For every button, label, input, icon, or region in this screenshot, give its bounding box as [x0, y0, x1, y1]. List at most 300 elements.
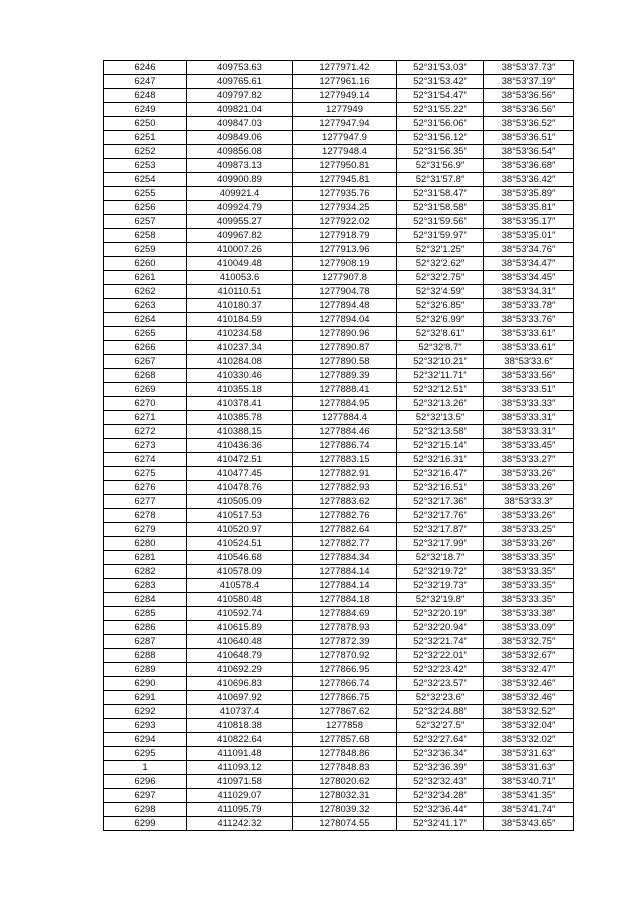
y-coordinate-cell: 1277848.86: [293, 747, 397, 761]
latitude-cell: 52°32′6.99″: [397, 313, 484, 327]
y-coordinate-cell: 1277882.77: [293, 537, 397, 551]
table-row: [104, 159, 574, 173]
x-coordinate-cell: 411095.79: [187, 803, 293, 817]
point-number-cell: 6261: [104, 271, 187, 285]
longitude-cell: 38°53′34.76″: [484, 243, 574, 257]
point-number-cell: 6264: [104, 313, 187, 327]
table-row: [104, 649, 574, 663]
longitude-cell: 38°53′32.52″: [484, 705, 574, 719]
table-row: [104, 229, 574, 243]
longitude-cell: 38°53′32.04″: [484, 719, 574, 733]
latitude-cell: 52°32′23.6″: [397, 691, 484, 705]
latitude-cell: 52°31′56.9″: [397, 159, 484, 173]
x-coordinate-cell: 410546.68: [187, 551, 293, 565]
longitude-cell: 38°53′43.65″: [484, 817, 574, 831]
point-number-cell: 6280: [104, 537, 187, 551]
point-number-cell: 6295: [104, 747, 187, 761]
point-number-cell: 6291: [104, 691, 187, 705]
longitude-cell: 38°53′33.76″: [484, 313, 574, 327]
y-coordinate-cell: 1277949.14: [293, 89, 397, 103]
point-number-cell: 6298: [104, 803, 187, 817]
x-coordinate-cell: 410615.89: [187, 621, 293, 635]
y-coordinate-cell: 1277857.68: [293, 733, 397, 747]
y-coordinate-cell: 1277945.81: [293, 173, 397, 187]
point-number-cell: 6281: [104, 551, 187, 565]
point-number-cell: 6296: [104, 775, 187, 789]
x-coordinate-cell: 409967.82: [187, 229, 293, 243]
x-coordinate-cell: 411093.12: [187, 761, 293, 775]
y-coordinate-cell: 1278020.62: [293, 775, 397, 789]
table-row: [104, 677, 574, 691]
latitude-cell: 52°32′36.34″: [397, 747, 484, 761]
latitude-cell: 52°32′20.94″: [397, 621, 484, 635]
x-coordinate-cell: 410355.18: [187, 383, 293, 397]
point-number-cell: 6251: [104, 131, 187, 145]
y-coordinate-cell: 1278074.55: [293, 817, 397, 831]
latitude-cell: 52°31′58.47″: [397, 187, 484, 201]
point-number-cell: 6271: [104, 411, 187, 425]
latitude-cell: 52°31′56.06″: [397, 117, 484, 131]
x-coordinate-cell: 409900.89: [187, 173, 293, 187]
latitude-cell: 52°32′18.7″: [397, 551, 484, 565]
x-coordinate-cell: 410737.4: [187, 705, 293, 719]
y-coordinate-cell: 1277947.9: [293, 131, 397, 145]
x-coordinate-cell: 411029.07: [187, 789, 293, 803]
longitude-cell: 38°53′33.61″: [484, 327, 574, 341]
x-coordinate-cell: 410180.37: [187, 299, 293, 313]
table-row: [104, 187, 574, 201]
latitude-cell: 52°31′55.22″: [397, 103, 484, 117]
point-number-cell: 6284: [104, 593, 187, 607]
x-coordinate-cell: 410053.6: [187, 271, 293, 285]
longitude-cell: 38°53′35.89″: [484, 187, 574, 201]
y-coordinate-cell: 1278039.32: [293, 803, 397, 817]
y-coordinate-cell: 1277890.96: [293, 327, 397, 341]
x-coordinate-cell: 409955.27: [187, 215, 293, 229]
table-row: [104, 145, 574, 159]
point-number-cell: 6268: [104, 369, 187, 383]
point-number-cell: 6248: [104, 89, 187, 103]
y-coordinate-cell: 1277882.91: [293, 467, 397, 481]
latitude-cell: 52°32′8.61″: [397, 327, 484, 341]
latitude-cell: 52°32′27.64″: [397, 733, 484, 747]
longitude-cell: 38°53′37.73″: [484, 61, 574, 75]
point-number-cell: 6292: [104, 705, 187, 719]
point-number-cell: 6256: [104, 201, 187, 215]
table-row: [104, 397, 574, 411]
latitude-cell: 52°32′23.57″: [397, 677, 484, 691]
x-coordinate-cell: 410697.92: [187, 691, 293, 705]
point-number-cell: 6247: [104, 75, 187, 89]
latitude-cell: 52°31′58.58″: [397, 201, 484, 215]
point-number-cell: 6255: [104, 187, 187, 201]
table-row: [104, 565, 574, 579]
table-row: [104, 579, 574, 593]
table-row: [104, 481, 574, 495]
y-coordinate-cell: 1277884.34: [293, 551, 397, 565]
x-coordinate-cell: 410007.26: [187, 243, 293, 257]
table-row: [104, 411, 574, 425]
y-coordinate-cell: 1277866.75: [293, 691, 397, 705]
longitude-cell: 38°53′33.33″: [484, 397, 574, 411]
point-number-cell: 6290: [104, 677, 187, 691]
table-row: [104, 719, 574, 733]
y-coordinate-cell: 1277884.46: [293, 425, 397, 439]
coordinates-table-body: [104, 61, 574, 831]
longitude-cell: 38°53′36.51″: [484, 131, 574, 145]
x-coordinate-cell: 410049.48: [187, 257, 293, 271]
x-coordinate-cell: 410378.41: [187, 397, 293, 411]
longitude-cell: 38°53′32.47″: [484, 663, 574, 677]
longitude-cell: 38°53′33.3″: [484, 495, 574, 509]
point-number-cell: 6272: [104, 425, 187, 439]
x-coordinate-cell: 411091.48: [187, 747, 293, 761]
y-coordinate-cell: 1277886.74: [293, 439, 397, 453]
latitude-cell: 52°32′32.43″: [397, 775, 484, 789]
y-coordinate-cell: 1277882.64: [293, 523, 397, 537]
table-row: [104, 285, 574, 299]
longitude-cell: 38°53′33.31″: [484, 411, 574, 425]
y-coordinate-cell: 1277922.02: [293, 215, 397, 229]
x-coordinate-cell: 410472.51: [187, 453, 293, 467]
longitude-cell: 38°53′33.26″: [484, 537, 574, 551]
x-coordinate-cell: 410388.15: [187, 425, 293, 439]
latitude-cell: 52°31′53.03″: [397, 61, 484, 75]
x-coordinate-cell: 410592.74: [187, 607, 293, 621]
latitude-cell: 52°32′8.7″: [397, 341, 484, 355]
x-coordinate-cell: 410520.97: [187, 523, 293, 537]
latitude-cell: 52°32′6.85″: [397, 299, 484, 313]
point-number-cell: 6259: [104, 243, 187, 257]
latitude-cell: 52°32′27.5″: [397, 719, 484, 733]
point-number-cell: 6279: [104, 523, 187, 537]
x-coordinate-cell: 410477.45: [187, 467, 293, 481]
point-number-cell: 6266: [104, 341, 187, 355]
point-number-cell: 6254: [104, 173, 187, 187]
x-coordinate-cell: 409797.82: [187, 89, 293, 103]
x-coordinate-cell: 410580.48: [187, 593, 293, 607]
latitude-cell: 52°31′54.47″: [397, 89, 484, 103]
point-number-cell: 6282: [104, 565, 187, 579]
table-row: [104, 61, 574, 75]
point-number-cell: 6287: [104, 635, 187, 649]
x-coordinate-cell: 410385.78: [187, 411, 293, 425]
y-coordinate-cell: 1277894.04: [293, 313, 397, 327]
x-coordinate-cell: 409856.08: [187, 145, 293, 159]
y-coordinate-cell: 1277918.79: [293, 229, 397, 243]
x-coordinate-cell: 410237.34: [187, 341, 293, 355]
point-number-cell: 6260: [104, 257, 187, 271]
point-number-cell: 6288: [104, 649, 187, 663]
point-number-cell: 6262: [104, 285, 187, 299]
x-coordinate-cell: 410284.08: [187, 355, 293, 369]
y-coordinate-cell: 1277961.16: [293, 75, 397, 89]
table-row: [104, 495, 574, 509]
longitude-cell: 38°53′33.09″: [484, 621, 574, 635]
point-number-cell: 6285: [104, 607, 187, 621]
y-coordinate-cell: 1277884.14: [293, 579, 397, 593]
table-row: [104, 75, 574, 89]
table-row: [104, 271, 574, 285]
table-row: [104, 635, 574, 649]
y-coordinate-cell: 1277949: [293, 103, 397, 117]
longitude-cell: 38°53′36.54″: [484, 145, 574, 159]
longitude-cell: 38°53′35.01″: [484, 229, 574, 243]
x-coordinate-cell: 410110.51: [187, 285, 293, 299]
latitude-cell: 52°32′12.51″: [397, 383, 484, 397]
latitude-cell: 52°32′19.73″: [397, 579, 484, 593]
x-coordinate-cell: 410696.83: [187, 677, 293, 691]
point-number-cell: 6297: [104, 789, 187, 803]
x-coordinate-cell: 410517.53: [187, 509, 293, 523]
x-coordinate-cell: 410505.09: [187, 495, 293, 509]
y-coordinate-cell: 1277872.39: [293, 635, 397, 649]
point-number-cell: 6263: [104, 299, 187, 313]
y-coordinate-cell: 1277934.25: [293, 201, 397, 215]
table-row: [104, 341, 574, 355]
table-row: [104, 733, 574, 747]
table-row: [104, 509, 574, 523]
longitude-cell: 38°53′36.68″: [484, 159, 574, 173]
table-row: [104, 439, 574, 453]
x-coordinate-cell: 410234.58: [187, 327, 293, 341]
table-row: [104, 453, 574, 467]
longitude-cell: 38°53′33.26″: [484, 509, 574, 523]
longitude-cell: 38°53′33.38″: [484, 607, 574, 621]
latitude-cell: 52°32′19.8″: [397, 593, 484, 607]
point-number-cell: 6299: [104, 817, 187, 831]
table-row: [104, 789, 574, 803]
y-coordinate-cell: 1277882.93: [293, 481, 397, 495]
y-coordinate-cell: 1277883.62: [293, 495, 397, 509]
y-coordinate-cell: 1277884.69: [293, 607, 397, 621]
latitude-cell: 52°32′2.62″: [397, 257, 484, 271]
y-coordinate-cell: 1277913.96: [293, 243, 397, 257]
point-number-cell: 6267: [104, 355, 187, 369]
latitude-cell: 52°32′21.74″: [397, 635, 484, 649]
point-number-cell: 6252: [104, 145, 187, 159]
x-coordinate-cell: 409765.61: [187, 75, 293, 89]
y-coordinate-cell: 1277888.41: [293, 383, 397, 397]
latitude-cell: 52°32′17.99″: [397, 537, 484, 551]
point-number-cell: 6274: [104, 453, 187, 467]
y-coordinate-cell: 1277882.76: [293, 509, 397, 523]
x-coordinate-cell: 410822.64: [187, 733, 293, 747]
table-row: [104, 663, 574, 677]
longitude-cell: 38°53′36.56″: [484, 103, 574, 117]
latitude-cell: 52°32′13.5″: [397, 411, 484, 425]
y-coordinate-cell: 1277867.62: [293, 705, 397, 719]
longitude-cell: 38°53′33.6″: [484, 355, 574, 369]
longitude-cell: 38°53′32.67″: [484, 649, 574, 663]
table-row: [104, 523, 574, 537]
x-coordinate-cell: 409921.4: [187, 187, 293, 201]
longitude-cell: 38°53′35.81″: [484, 201, 574, 215]
latitude-cell: 52°32′17.36″: [397, 495, 484, 509]
point-number-cell: 6286: [104, 621, 187, 635]
table-row: [104, 117, 574, 131]
x-coordinate-cell: 409753.63: [187, 61, 293, 75]
x-coordinate-cell: 409849.06: [187, 131, 293, 145]
longitude-cell: 38°53′32.75″: [484, 635, 574, 649]
longitude-cell: 38°53′36.42″: [484, 173, 574, 187]
table-row: [104, 215, 574, 229]
x-coordinate-cell: 410478.76: [187, 481, 293, 495]
y-coordinate-cell: 1277947.94: [293, 117, 397, 131]
table-row: [104, 551, 574, 565]
y-coordinate-cell: 1278032.31: [293, 789, 397, 803]
latitude-cell: 52°31′59.56″: [397, 215, 484, 229]
latitude-cell: 52°32′11.71″: [397, 369, 484, 383]
y-coordinate-cell: 1277878.93: [293, 621, 397, 635]
point-number-cell: 6265: [104, 327, 187, 341]
latitude-cell: 52°31′59.97″: [397, 229, 484, 243]
y-coordinate-cell: 1277948.4: [293, 145, 397, 159]
longitude-cell: 38°53′33.27″: [484, 453, 574, 467]
table-row: [104, 817, 574, 831]
latitude-cell: 52°32′41.17″: [397, 817, 484, 831]
y-coordinate-cell: 1277950.81: [293, 159, 397, 173]
x-coordinate-cell: 409847.03: [187, 117, 293, 131]
y-coordinate-cell: 1277971.42: [293, 61, 397, 75]
y-coordinate-cell: 1277884.95: [293, 397, 397, 411]
latitude-cell: 52°31′56.35″: [397, 145, 484, 159]
point-number-cell: 6257: [104, 215, 187, 229]
y-coordinate-cell: 1277907.8: [293, 271, 397, 285]
x-coordinate-cell: 410692.29: [187, 663, 293, 677]
point-number-cell: 6293: [104, 719, 187, 733]
point-number-cell: 6276: [104, 481, 187, 495]
latitude-cell: 52°31′57.8″: [397, 173, 484, 187]
table-row: [104, 775, 574, 789]
x-coordinate-cell: 411242.32: [187, 817, 293, 831]
table-row: [104, 313, 574, 327]
point-number-cell: 6249: [104, 103, 187, 117]
latitude-cell: 52°32′13.26″: [397, 397, 484, 411]
x-coordinate-cell: 410436.36: [187, 439, 293, 453]
x-coordinate-cell: 410578.4: [187, 579, 293, 593]
y-coordinate-cell: 1277884.4: [293, 411, 397, 425]
y-coordinate-cell: 1277908.19: [293, 257, 397, 271]
table-row: [104, 425, 574, 439]
y-coordinate-cell: 1277866.74: [293, 677, 397, 691]
longitude-cell: 38°53′34.45″: [484, 271, 574, 285]
table-row: [104, 607, 574, 621]
latitude-cell: 52°32′22.01″: [397, 649, 484, 663]
point-number-cell: 6278: [104, 509, 187, 523]
table-row: [104, 299, 574, 313]
point-number-cell: 6273: [104, 439, 187, 453]
table-row: [104, 327, 574, 341]
longitude-cell: 38°53′33.26″: [484, 467, 574, 481]
longitude-cell: 38°53′33.31″: [484, 425, 574, 439]
x-coordinate-cell: 409924.79: [187, 201, 293, 215]
coordinates-table: [103, 60, 574, 831]
table-row: [104, 355, 574, 369]
table-row: [104, 383, 574, 397]
longitude-cell: 38°53′33.51″: [484, 383, 574, 397]
longitude-cell: 38°53′33.26″: [484, 481, 574, 495]
longitude-cell: 38°53′36.52″: [484, 117, 574, 131]
table-row: [104, 803, 574, 817]
y-coordinate-cell: 1277848.83: [293, 761, 397, 775]
y-coordinate-cell: 1277884.18: [293, 593, 397, 607]
latitude-cell: 52°32′19.72″: [397, 565, 484, 579]
table-row: [104, 89, 574, 103]
table-row: [104, 761, 574, 775]
point-number-cell: 6270: [104, 397, 187, 411]
y-coordinate-cell: 1277890.58: [293, 355, 397, 369]
longitude-cell: 38°53′33.78″: [484, 299, 574, 313]
latitude-cell: 52°32′17.87″: [397, 523, 484, 537]
table-row: [104, 201, 574, 215]
table-row: [104, 467, 574, 481]
longitude-cell: 38°53′40.71″: [484, 775, 574, 789]
x-coordinate-cell: 410818.38: [187, 719, 293, 733]
x-coordinate-cell: 409873.13: [187, 159, 293, 173]
longitude-cell: 38°53′33.56″: [484, 369, 574, 383]
point-number-cell: 6253: [104, 159, 187, 173]
latitude-cell: 52°32′2.75″: [397, 271, 484, 285]
y-coordinate-cell: 1277858: [293, 719, 397, 733]
y-coordinate-cell: 1277890.87: [293, 341, 397, 355]
table-row: [104, 257, 574, 271]
y-coordinate-cell: 1277904.78: [293, 285, 397, 299]
longitude-cell: 38°53′32.46″: [484, 677, 574, 691]
latitude-cell: 52°32′24.88″: [397, 705, 484, 719]
point-number-cell: 6246: [104, 61, 187, 75]
table-row: [104, 369, 574, 383]
longitude-cell: 38°53′33.35″: [484, 579, 574, 593]
point-number-cell: 6258: [104, 229, 187, 243]
longitude-cell: 38°53′35.17″: [484, 215, 574, 229]
latitude-cell: 52°32′20.19″: [397, 607, 484, 621]
latitude-cell: 52°31′53.42″: [397, 75, 484, 89]
y-coordinate-cell: 1277870.92: [293, 649, 397, 663]
latitude-cell: 52°32′13.58″: [397, 425, 484, 439]
longitude-cell: 38°53′33.25″: [484, 523, 574, 537]
table-row: [104, 593, 574, 607]
longitude-cell: 38°53′31.63″: [484, 747, 574, 761]
longitude-cell: 38°53′34.31″: [484, 285, 574, 299]
point-number-cell: 6277: [104, 495, 187, 509]
x-coordinate-cell: 410578.09: [187, 565, 293, 579]
latitude-cell: 52°32′23.42″: [397, 663, 484, 677]
latitude-cell: 52°32′1.25″: [397, 243, 484, 257]
latitude-cell: 52°32′36.44″: [397, 803, 484, 817]
table-row: [104, 537, 574, 551]
table-row: [104, 747, 574, 761]
y-coordinate-cell: 1277884.14: [293, 565, 397, 579]
point-number-cell: 1: [104, 761, 187, 775]
point-number-cell: 6294: [104, 733, 187, 747]
x-coordinate-cell: 410524.51: [187, 537, 293, 551]
longitude-cell: 38°53′36.56″: [484, 89, 574, 103]
y-coordinate-cell: 1277866.95: [293, 663, 397, 677]
longitude-cell: 38°53′41.74″: [484, 803, 574, 817]
x-coordinate-cell: 410648.79: [187, 649, 293, 663]
latitude-cell: 52°32′16.47″: [397, 467, 484, 481]
point-number-cell: 6275: [104, 467, 187, 481]
table-row: [104, 705, 574, 719]
longitude-cell: 38°53′34.47″: [484, 257, 574, 271]
longitude-cell: 38°53′33.35″: [484, 551, 574, 565]
longitude-cell: 38°53′33.61″: [484, 341, 574, 355]
longitude-cell: 38°53′41.35″: [484, 789, 574, 803]
point-number-cell: 6269: [104, 383, 187, 397]
latitude-cell: 52°32′15.14″: [397, 439, 484, 453]
table-row: [104, 691, 574, 705]
